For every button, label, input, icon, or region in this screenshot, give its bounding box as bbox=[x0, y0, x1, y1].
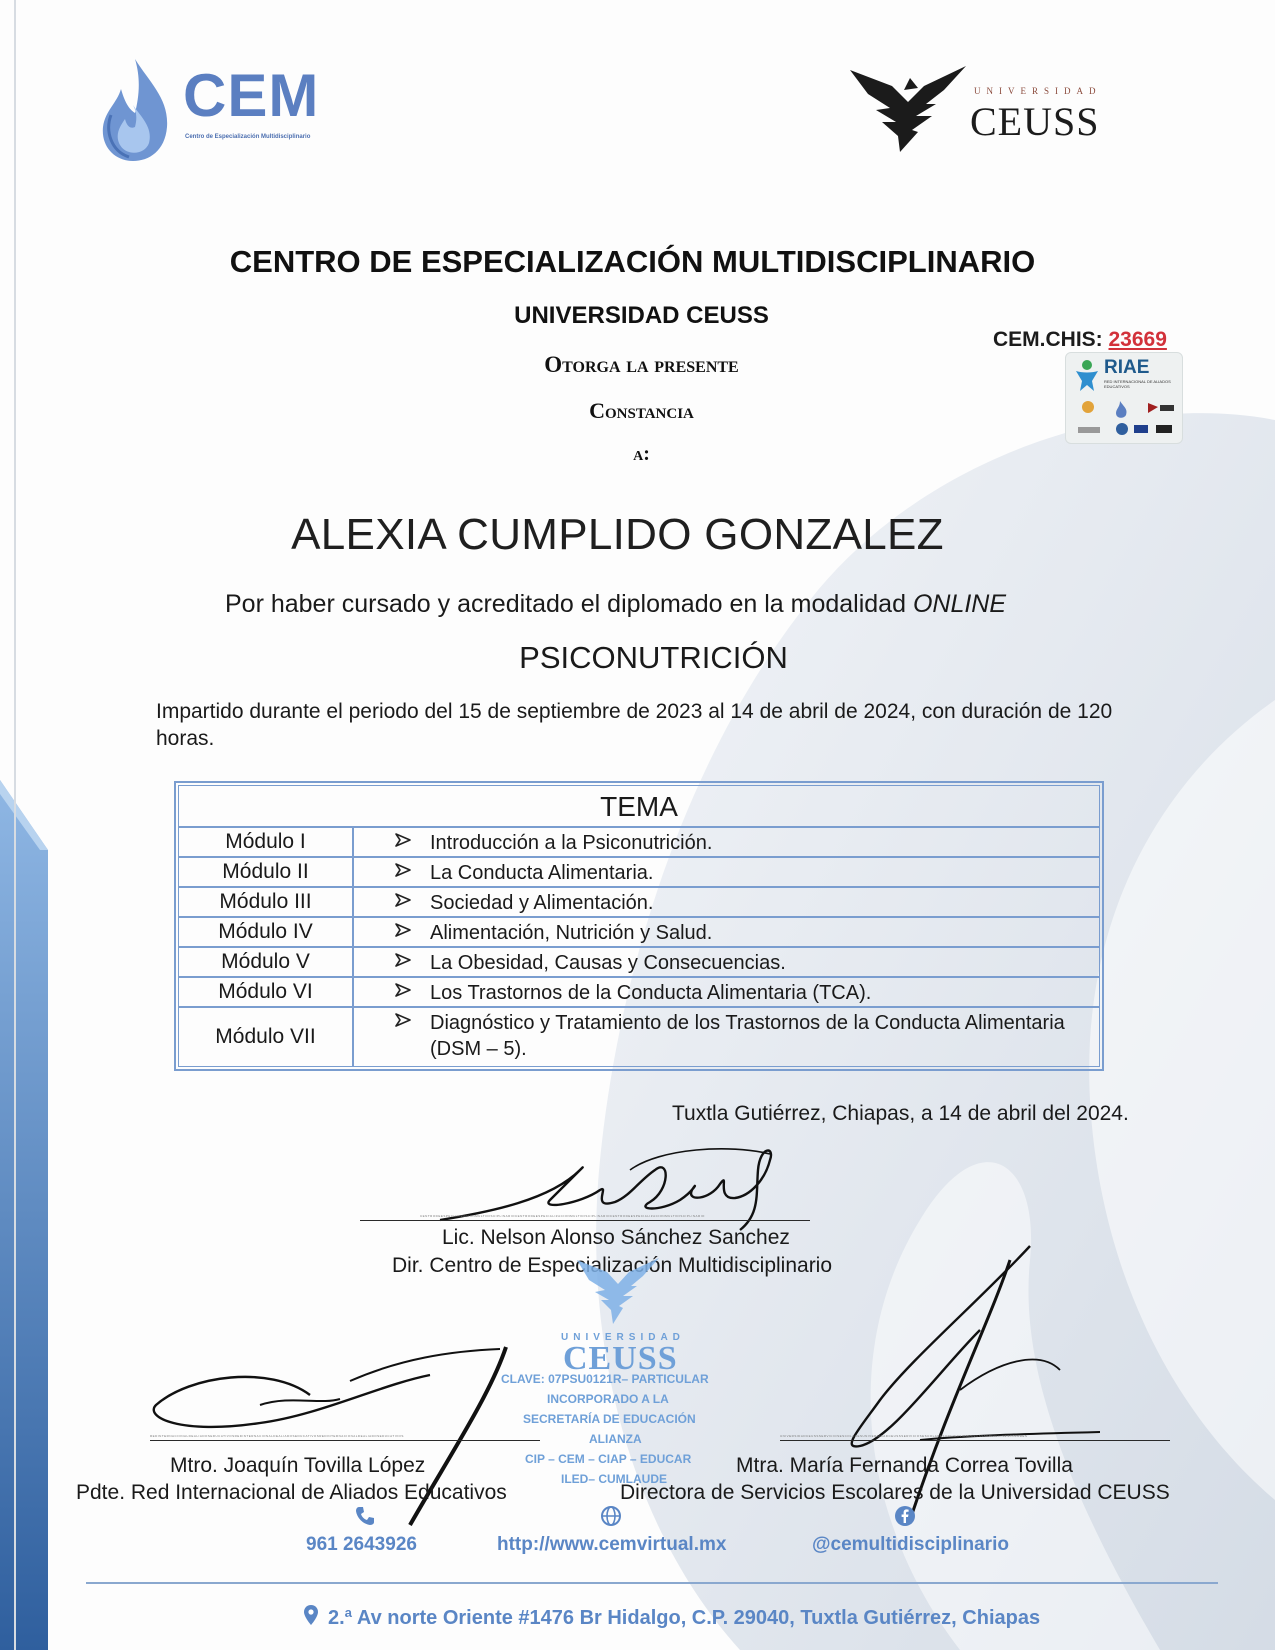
grants-line: Otorga la presente bbox=[544, 352, 739, 377]
director-title: Dir. Centro de Especialización Multidisciplinario bbox=[392, 1254, 833, 1277]
arrow-bullet-icon bbox=[394, 831, 412, 849]
place-and-date: Tuxtla Gutiérrez, Chiapas, a 14 de abril del 2024. bbox=[672, 1102, 1129, 1125]
president-microprint: REDINTERNACIONALDEALIADOSEDUCATIVOSREDINTERNACIONALDEALIADOSEDUCATIVOSREDINTERNACIONALDEALIADOSEDUCATIVOS bbox=[150, 1434, 404, 1438]
arrow-bullet-icon bbox=[394, 1011, 412, 1029]
topic-text: Diagnóstico y Tratamiento de los Trastornos de la Conducta Alimentaria (DSM – 5). bbox=[430, 1012, 1065, 1060]
address: 2.ª Av norte Oriente #1476 Br Hidalgo, C.P. 29040, Tuxtla Gutiérrez, Chiapas bbox=[328, 1607, 1041, 1629]
ceuss-logo bbox=[848, 60, 1108, 160]
course-title: PSICONUTRICIÓN bbox=[519, 640, 788, 675]
table-row bbox=[179, 858, 1099, 888]
recipient-name: ALEXIA CUMPLIDO GONZALEZ bbox=[291, 510, 944, 559]
left-border-decoration bbox=[0, 780, 60, 1650]
stamp-line-4: ALIANZA bbox=[589, 1432, 642, 1446]
partner-logos bbox=[1074, 397, 1176, 441]
stamp-name: CEUSS bbox=[563, 1340, 678, 1377]
location-pin-icon bbox=[303, 1604, 319, 1626]
phone-number: 961 2643926 bbox=[306, 1534, 417, 1555]
module-cell: Módulo VI bbox=[179, 978, 354, 1006]
topic-cell bbox=[354, 888, 1099, 916]
stamp-university-label: UNIVERSIDAD bbox=[561, 1332, 685, 1343]
modality: ONLINE bbox=[912, 590, 1007, 618]
arrow-bullet-icon bbox=[394, 951, 412, 969]
topic-cell bbox=[354, 978, 1099, 1006]
website-link[interactable]: http://www.cemvirtual.mx bbox=[497, 1534, 727, 1555]
table-row bbox=[179, 828, 1099, 858]
footer-divider bbox=[86, 1582, 1218, 1584]
completion-reason: Por haber cursado y acreditado el diplomado en la modalidad ONLINE bbox=[225, 590, 1007, 618]
topic-text: La Obesidad, Causas y Consecuencias. bbox=[430, 952, 786, 974]
topic-cell bbox=[354, 828, 1099, 856]
table-row bbox=[179, 978, 1099, 1008]
arrow-bullet-icon bbox=[394, 921, 412, 939]
president-name: Mtro. Joaquín Tovilla López bbox=[170, 1454, 426, 1477]
president-title: Pdte. Red Internacional de Aliados Educativos bbox=[76, 1481, 507, 1504]
flame-logo-icon bbox=[95, 55, 175, 165]
phone-icon bbox=[354, 1505, 376, 1527]
topic-text: Alimentación, Nutrición y Salud. bbox=[430, 922, 713, 944]
person-logo-icon bbox=[1074, 359, 1100, 391]
table-header: TEMA bbox=[179, 786, 1099, 828]
registrar-microprint: UNIVERSIDADCEUSSSERVICIOSESCOLARESUNIVERSIDADCEUSSSERVICIOSESCOLARESUNIVERSIDADCEUSSSERVICIOSESCOLARES bbox=[780, 1434, 1028, 1438]
arrow-bullet-icon bbox=[394, 981, 412, 999]
module-cell: Módulo II bbox=[179, 858, 354, 886]
topic-cell bbox=[354, 858, 1099, 886]
table-row bbox=[179, 948, 1099, 978]
stamp-line-1: CLAVE: 07PSU0121R– PARTICULAR bbox=[501, 1372, 709, 1386]
cem-wordmark: CEM bbox=[183, 62, 320, 129]
table-row bbox=[179, 1008, 1099, 1066]
table-row bbox=[179, 888, 1099, 918]
module-cell: Módulo III bbox=[179, 888, 354, 916]
riae-subtitle: RED INTERNACIONAL DE ALIADOS EDUCATIVOS bbox=[1104, 379, 1171, 389]
arrow-bullet-icon bbox=[394, 891, 412, 909]
ceuss-wordmark: CEUSS bbox=[970, 99, 1100, 144]
topic-text: La Conducta Alimentaria. bbox=[430, 862, 654, 884]
module-cell: Módulo I bbox=[179, 828, 354, 856]
university-title: UNIVERSIDAD CEUSS bbox=[514, 302, 769, 329]
director-microprint: CENTRODEESPECIALIZACIONMULTIDISCIPLINARIOCENTRODEESPECIALIZACIONMULTIDISCIPLINARIOCENTRODEESPECIALIZACIONMULTIDISCIPLINARIO bbox=[420, 1214, 705, 1218]
stamp-line-3: SECRETARÍA DE EDUCACIÓN bbox=[523, 1412, 696, 1426]
table-row bbox=[179, 918, 1099, 948]
stamp-line-5: CIP – CEM – CIAP – EDUCAR bbox=[525, 1452, 692, 1466]
registrar-name: Mtra. María Fernanda Correa Tovilla bbox=[736, 1454, 1073, 1477]
topic-text: Los Trastornos de la Conducta Alimentaria (TCA). bbox=[430, 982, 872, 1004]
topic-text: Sociedad y Alimentación. bbox=[430, 892, 654, 914]
module-cell: Módulo IV bbox=[179, 918, 354, 946]
registry-number: CEM.CHIS: 23669 bbox=[993, 328, 1167, 351]
module-cell: Módulo V bbox=[179, 948, 354, 976]
module-cell: Módulo VII bbox=[179, 1008, 354, 1066]
document-type: Constancia bbox=[589, 398, 694, 423]
registrar-signature-line bbox=[780, 1440, 1170, 1441]
cem-logo bbox=[95, 55, 355, 165]
arrow-bullet-icon bbox=[394, 861, 412, 879]
eagle-logo-icon bbox=[848, 60, 968, 160]
topics-table bbox=[174, 781, 1104, 1071]
riae-badge bbox=[1065, 352, 1183, 444]
director-signature-line bbox=[360, 1220, 810, 1221]
topic-cell bbox=[354, 948, 1099, 976]
registry-value: 23669 bbox=[1108, 328, 1167, 351]
facebook-icon bbox=[894, 1505, 916, 1527]
period-description: Impartido durante el periodo del 15 de septiembre de 2023 al 14 de abril de 2024, con duración de 120 horas. bbox=[156, 700, 1113, 750]
eagle-stamp-icon bbox=[573, 1240, 663, 1330]
ceuss-university-label: UNIVERSIDAD bbox=[974, 86, 1102, 96]
president-signature-line bbox=[150, 1440, 540, 1441]
globe-icon bbox=[600, 1505, 622, 1527]
director-name: Lic. Nelson Alonso Sánchez Sanchez bbox=[442, 1226, 790, 1249]
stamp-line-2: INCORPORADO A LA bbox=[547, 1392, 669, 1406]
stamp-line-6: ILED– CUMLAUDE bbox=[561, 1472, 668, 1486]
cem-subtitle: Centro de Especialización Multidisciplinario bbox=[185, 134, 311, 140]
topic-cell bbox=[354, 918, 1099, 946]
riae-wordmark: RIAE bbox=[1104, 357, 1150, 378]
topic-cell bbox=[354, 1008, 1099, 1066]
social-handle[interactable]: @cemultidisciplinario bbox=[812, 1534, 1009, 1555]
institution-title: CENTRO DE ESPECIALIZACIÓN MULTIDISCIPLINARIO bbox=[229, 244, 1036, 279]
registrar-title: Directora de Servicios Escolares de la Universidad CEUSS bbox=[620, 1481, 1170, 1504]
to-label: a: bbox=[633, 443, 650, 465]
topic-text: Introducción a la Psiconutrición. bbox=[430, 832, 713, 854]
